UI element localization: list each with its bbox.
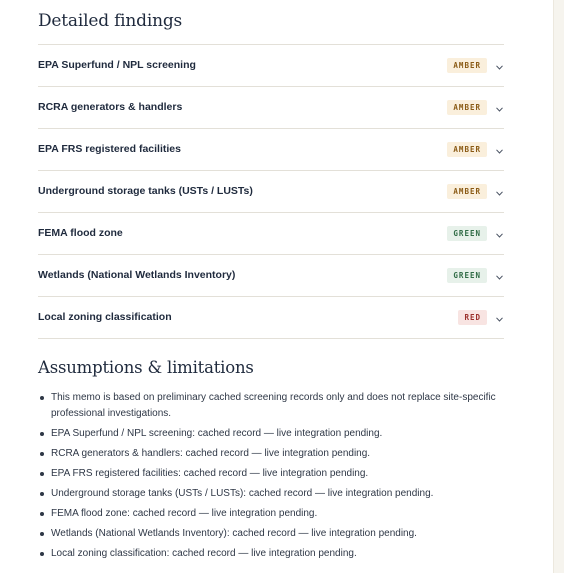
finding-row-frs[interactable]: [38, 129, 504, 171]
findings-list: [38, 44, 504, 339]
chevron-down-icon[interactable]: [495, 315, 504, 324]
finding-row-zoning[interactable]: [38, 297, 504, 339]
finding-label: EPA Superfund / NPL screening: [38, 59, 196, 71]
status-badge: AMBER: [447, 142, 487, 157]
finding-row-ust[interactable]: [38, 171, 504, 213]
finding-label: FEMA flood zone: [38, 227, 123, 239]
chevron-down-icon[interactable]: [495, 147, 504, 156]
finding-label: RCRA generators & handlers: [38, 101, 183, 113]
assumptions-list: [38, 390, 521, 566]
status-badge: GREEN: [447, 226, 487, 241]
finding-label: Wetlands (National Wetlands Inventory): [38, 269, 236, 281]
finding-row-superfund[interactable]: [38, 45, 504, 87]
status-badge: GREEN: [447, 268, 487, 283]
list-item: RCRA generators & handlers: cached record — live integration pending.: [51, 446, 521, 462]
list-item: EPA FRS registered facilities: cached record — live integration pending.: [51, 466, 521, 482]
finding-row-rcra[interactable]: [38, 87, 504, 129]
list-item: Local zoning classification: cached record — live integration pending.: [51, 546, 521, 562]
finding-row-flood[interactable]: [38, 213, 504, 255]
findings-heading: Detailed findings: [38, 11, 183, 31]
status-badge: AMBER: [447, 58, 487, 73]
chevron-down-icon[interactable]: [495, 273, 504, 282]
status-badge: AMBER: [447, 100, 487, 115]
right-gutter: [553, 0, 564, 573]
finding-row-wetlands[interactable]: [38, 255, 504, 297]
chevron-down-icon[interactable]: [495, 189, 504, 198]
status-badge: RED: [458, 310, 487, 325]
chevron-down-icon[interactable]: [495, 105, 504, 114]
finding-label: Underground storage tanks (USTs / LUSTs): [38, 185, 253, 197]
status-badge: AMBER: [447, 184, 487, 199]
list-item: EPA Superfund / NPL screening: cached record — live integration pending.: [51, 426, 521, 442]
assumptions-heading: Assumptions & limitations: [38, 358, 254, 377]
list-item: FEMA flood zone: cached record — live integration pending.: [51, 506, 521, 522]
list-item: Wetlands (National Wetlands Inventory): cached record — live integration pending.: [51, 526, 521, 542]
chevron-down-icon[interactable]: [495, 63, 504, 72]
chevron-down-icon[interactable]: [495, 231, 504, 240]
finding-label: EPA FRS registered facilities: [38, 143, 181, 155]
list-item: This memo is based on preliminary cached screening records only and does not replace site-specific professional investigations.: [51, 390, 521, 421]
list-item: Underground storage tanks (USTs / LUSTs): cached record — live integration pending.: [51, 486, 521, 502]
finding-label: Local zoning classification: [38, 311, 172, 323]
